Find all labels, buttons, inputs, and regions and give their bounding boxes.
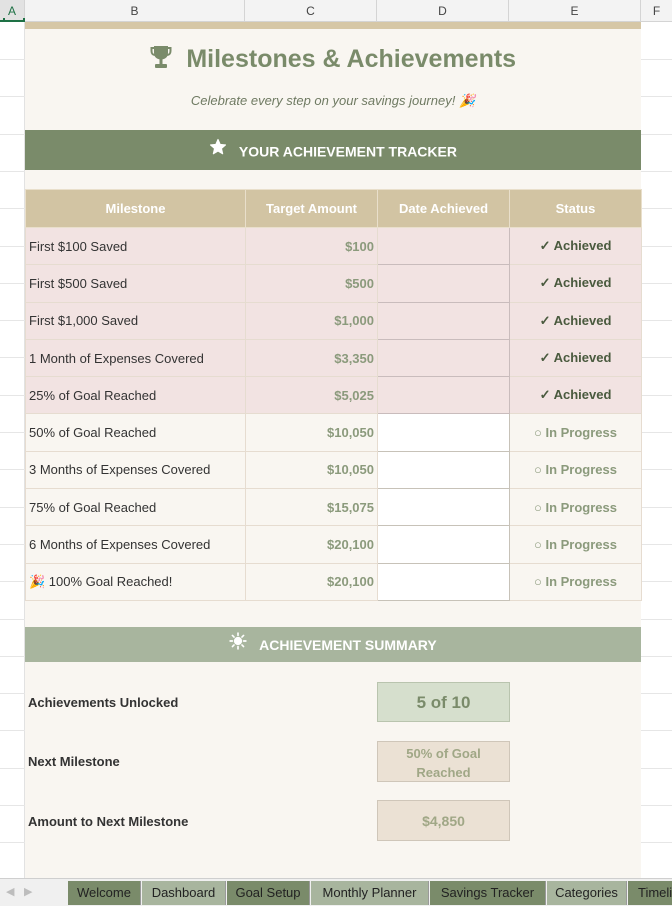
gridline — [0, 283, 25, 284]
milestone-cell[interactable]: 3 Months of Expenses Covered — [26, 451, 246, 488]
column-header-c[interactable]: C — [245, 0, 377, 22]
gridline — [0, 581, 25, 582]
gridline — [641, 768, 672, 769]
header-target-amount[interactable]: Target Amount — [246, 190, 378, 228]
summary-banner-label: ACHIEVEMENT SUMMARY — [259, 636, 437, 653]
table-row — [26, 339, 642, 376]
sheet-tab-bar — [0, 878, 672, 906]
gridline — [641, 171, 672, 172]
column-header-bar — [0, 0, 672, 22]
next-milestone-label[interactable]: Next Milestone — [28, 754, 120, 769]
amount-cell[interactable]: $5,025 — [246, 377, 378, 414]
gridline — [0, 432, 25, 433]
amount-cell[interactable]: $1,000 — [246, 302, 378, 339]
tab-categories[interactable]: Categories — [547, 881, 627, 905]
sheet-area — [25, 22, 641, 878]
table-row — [26, 526, 642, 563]
tab-dashboard[interactable]: Dashboard — [142, 881, 226, 905]
milestone-cell[interactable]: 1 Month of Expenses Covered — [26, 339, 246, 376]
milestone-cell[interactable]: First $100 Saved — [26, 228, 246, 265]
gridline — [0, 469, 25, 470]
gridline — [641, 469, 672, 470]
date-cell[interactable] — [378, 377, 510, 414]
status-cell[interactable]: ○ In Progress — [510, 414, 642, 451]
gridline — [0, 246, 25, 247]
date-cell[interactable] — [378, 228, 510, 265]
gridline — [641, 246, 672, 247]
status-cell[interactable]: ○ In Progress — [510, 489, 642, 526]
milestone-cell[interactable]: First $500 Saved — [26, 265, 246, 302]
gridline — [0, 768, 25, 769]
amount-cell[interactable]: $100 — [246, 228, 378, 265]
milestone-cell[interactable]: 50% of Goal Reached — [26, 414, 246, 451]
gridline — [641, 656, 672, 657]
achievements-unlocked-value[interactable]: 5 of 10 — [377, 682, 510, 722]
gridline — [0, 842, 25, 843]
amount-cell[interactable]: $10,050 — [246, 414, 378, 451]
gridline — [641, 96, 672, 97]
gridline — [0, 96, 25, 97]
page-title — [25, 44, 641, 80]
gridline — [0, 730, 25, 731]
date-cell[interactable] — [378, 339, 510, 376]
date-cell[interactable] — [378, 451, 510, 488]
milestone-cell[interactable]: 6 Months of Expenses Covered — [26, 526, 246, 563]
gridline — [641, 581, 672, 582]
milestone-cell[interactable]: 🎉 100% Goal Reached! — [26, 563, 246, 600]
star-icon — [209, 131, 227, 171]
table-row — [26, 228, 642, 265]
amount-to-next-value[interactable]: $4,850 — [377, 800, 510, 841]
table-row — [26, 489, 642, 526]
table-row — [26, 265, 642, 302]
achievement-table — [25, 189, 642, 601]
date-cell[interactable] — [378, 563, 510, 600]
tab-goal-setup[interactable]: Goal Setup — [227, 881, 310, 905]
table-row — [26, 563, 642, 600]
status-cell[interactable]: ○ In Progress — [510, 563, 642, 600]
gridline — [0, 693, 25, 694]
table-row — [26, 414, 642, 451]
tab-scroll-right-icon[interactable]: ▶ — [24, 886, 33, 898]
amount-cell[interactable]: $10,050 — [246, 451, 378, 488]
date-cell[interactable] — [378, 302, 510, 339]
amount-cell[interactable]: $3,350 — [246, 339, 378, 376]
tab-timeline[interactable]: Timeli — [628, 881, 672, 905]
table-row — [26, 302, 642, 339]
tab-scroll-left-icon[interactable]: ◀ — [6, 886, 15, 898]
tracker-banner-label: YOUR ACHIEVEMENT TRACKER — [238, 143, 457, 160]
gridline — [0, 507, 25, 508]
gridline — [0, 171, 25, 172]
gridline — [0, 134, 25, 135]
header-milestone[interactable]: Milestone — [26, 190, 246, 228]
header-date-achieved[interactable]: Date Achieved — [378, 190, 510, 228]
page-subtitle: Celebrate every step on your savings journey! 🎉 — [190, 93, 476, 108]
tab-monthly-planner[interactable]: Monthly Planner — [311, 881, 429, 905]
status-cell[interactable]: ○ In Progress — [510, 526, 642, 563]
milestone-cell[interactable]: 75% of Goal Reached — [26, 489, 246, 526]
gridline — [641, 134, 672, 135]
top-accent-bar — [25, 22, 641, 29]
header-status[interactable]: Status — [510, 190, 642, 228]
table-row — [26, 451, 642, 488]
table-header-row — [26, 190, 642, 228]
gridline — [641, 805, 672, 806]
amount-cell[interactable]: $20,100 — [246, 526, 378, 563]
gridline — [0, 544, 25, 545]
column-header-b[interactable]: B — [25, 0, 245, 22]
gridline — [641, 730, 672, 731]
next-milestone-line2: Reached — [416, 765, 471, 780]
date-cell[interactable] — [378, 489, 510, 526]
gridline — [0, 59, 25, 60]
gridline — [0, 208, 25, 209]
page-title-text: Milestones & Achievements — [186, 45, 517, 73]
column-f-strip — [641, 22, 672, 878]
gridline — [0, 619, 25, 620]
tab-savings-tracker[interactable]: Savings Tracker — [430, 881, 546, 905]
date-cell[interactable] — [378, 526, 510, 563]
achievements-unlocked-label[interactable]: Achievements Unlocked — [28, 695, 179, 710]
column-header-f[interactable]: F — [652, 4, 661, 18]
gridline — [641, 283, 672, 284]
gridline — [641, 507, 672, 508]
amount-cell[interactable]: $20,100 — [246, 563, 378, 600]
milestone-cell[interactable]: 25% of Goal Reached — [26, 377, 246, 414]
gridline — [641, 59, 672, 60]
tracker-banner — [25, 130, 641, 170]
gridline — [641, 208, 672, 209]
next-milestone-line1: 50% of Goal — [406, 746, 481, 761]
column-header-e[interactable]: E — [509, 0, 641, 22]
status-cell[interactable]: ✓ Achieved — [510, 228, 642, 265]
next-milestone-value[interactable] — [377, 741, 510, 782]
column-header-d[interactable]: D — [377, 0, 509, 22]
gridline — [0, 805, 25, 806]
gridline — [641, 432, 672, 433]
gridline — [641, 320, 672, 321]
status-cell[interactable]: ○ In Progress — [510, 451, 642, 488]
gridline — [641, 395, 672, 396]
gridline — [641, 842, 672, 843]
gridline — [0, 357, 25, 358]
table-row — [26, 377, 642, 414]
status-cell[interactable]: ✓ Achieved — [510, 302, 642, 339]
gridline — [641, 357, 672, 358]
amount-to-next-label[interactable]: Amount to Next Milestone — [28, 814, 189, 829]
summary-banner — [25, 627, 641, 662]
amount-cell[interactable]: $500 — [246, 265, 378, 302]
gridline — [0, 320, 25, 321]
date-cell[interactable] — [378, 265, 510, 302]
date-cell[interactable] — [378, 414, 510, 451]
gridline — [641, 544, 672, 545]
amount-cell[interactable]: $15,075 — [246, 489, 378, 526]
status-cell[interactable]: ✓ Achieved — [510, 265, 642, 302]
status-cell[interactable]: ✓ Achieved — [510, 377, 642, 414]
gridline — [641, 619, 672, 620]
sun-icon — [229, 628, 247, 663]
milestone-cell[interactable]: First $1,000 Saved — [26, 302, 246, 339]
status-cell[interactable]: ✓ Achieved — [510, 339, 642, 376]
tab-welcome[interactable]: Welcome — [68, 881, 141, 905]
gridline — [641, 693, 672, 694]
trophy-icon — [150, 44, 172, 75]
column-header-a[interactable]: A — [0, 0, 25, 22]
gridline — [0, 656, 25, 657]
column-a-strip — [0, 22, 25, 878]
gridline — [0, 395, 25, 396]
